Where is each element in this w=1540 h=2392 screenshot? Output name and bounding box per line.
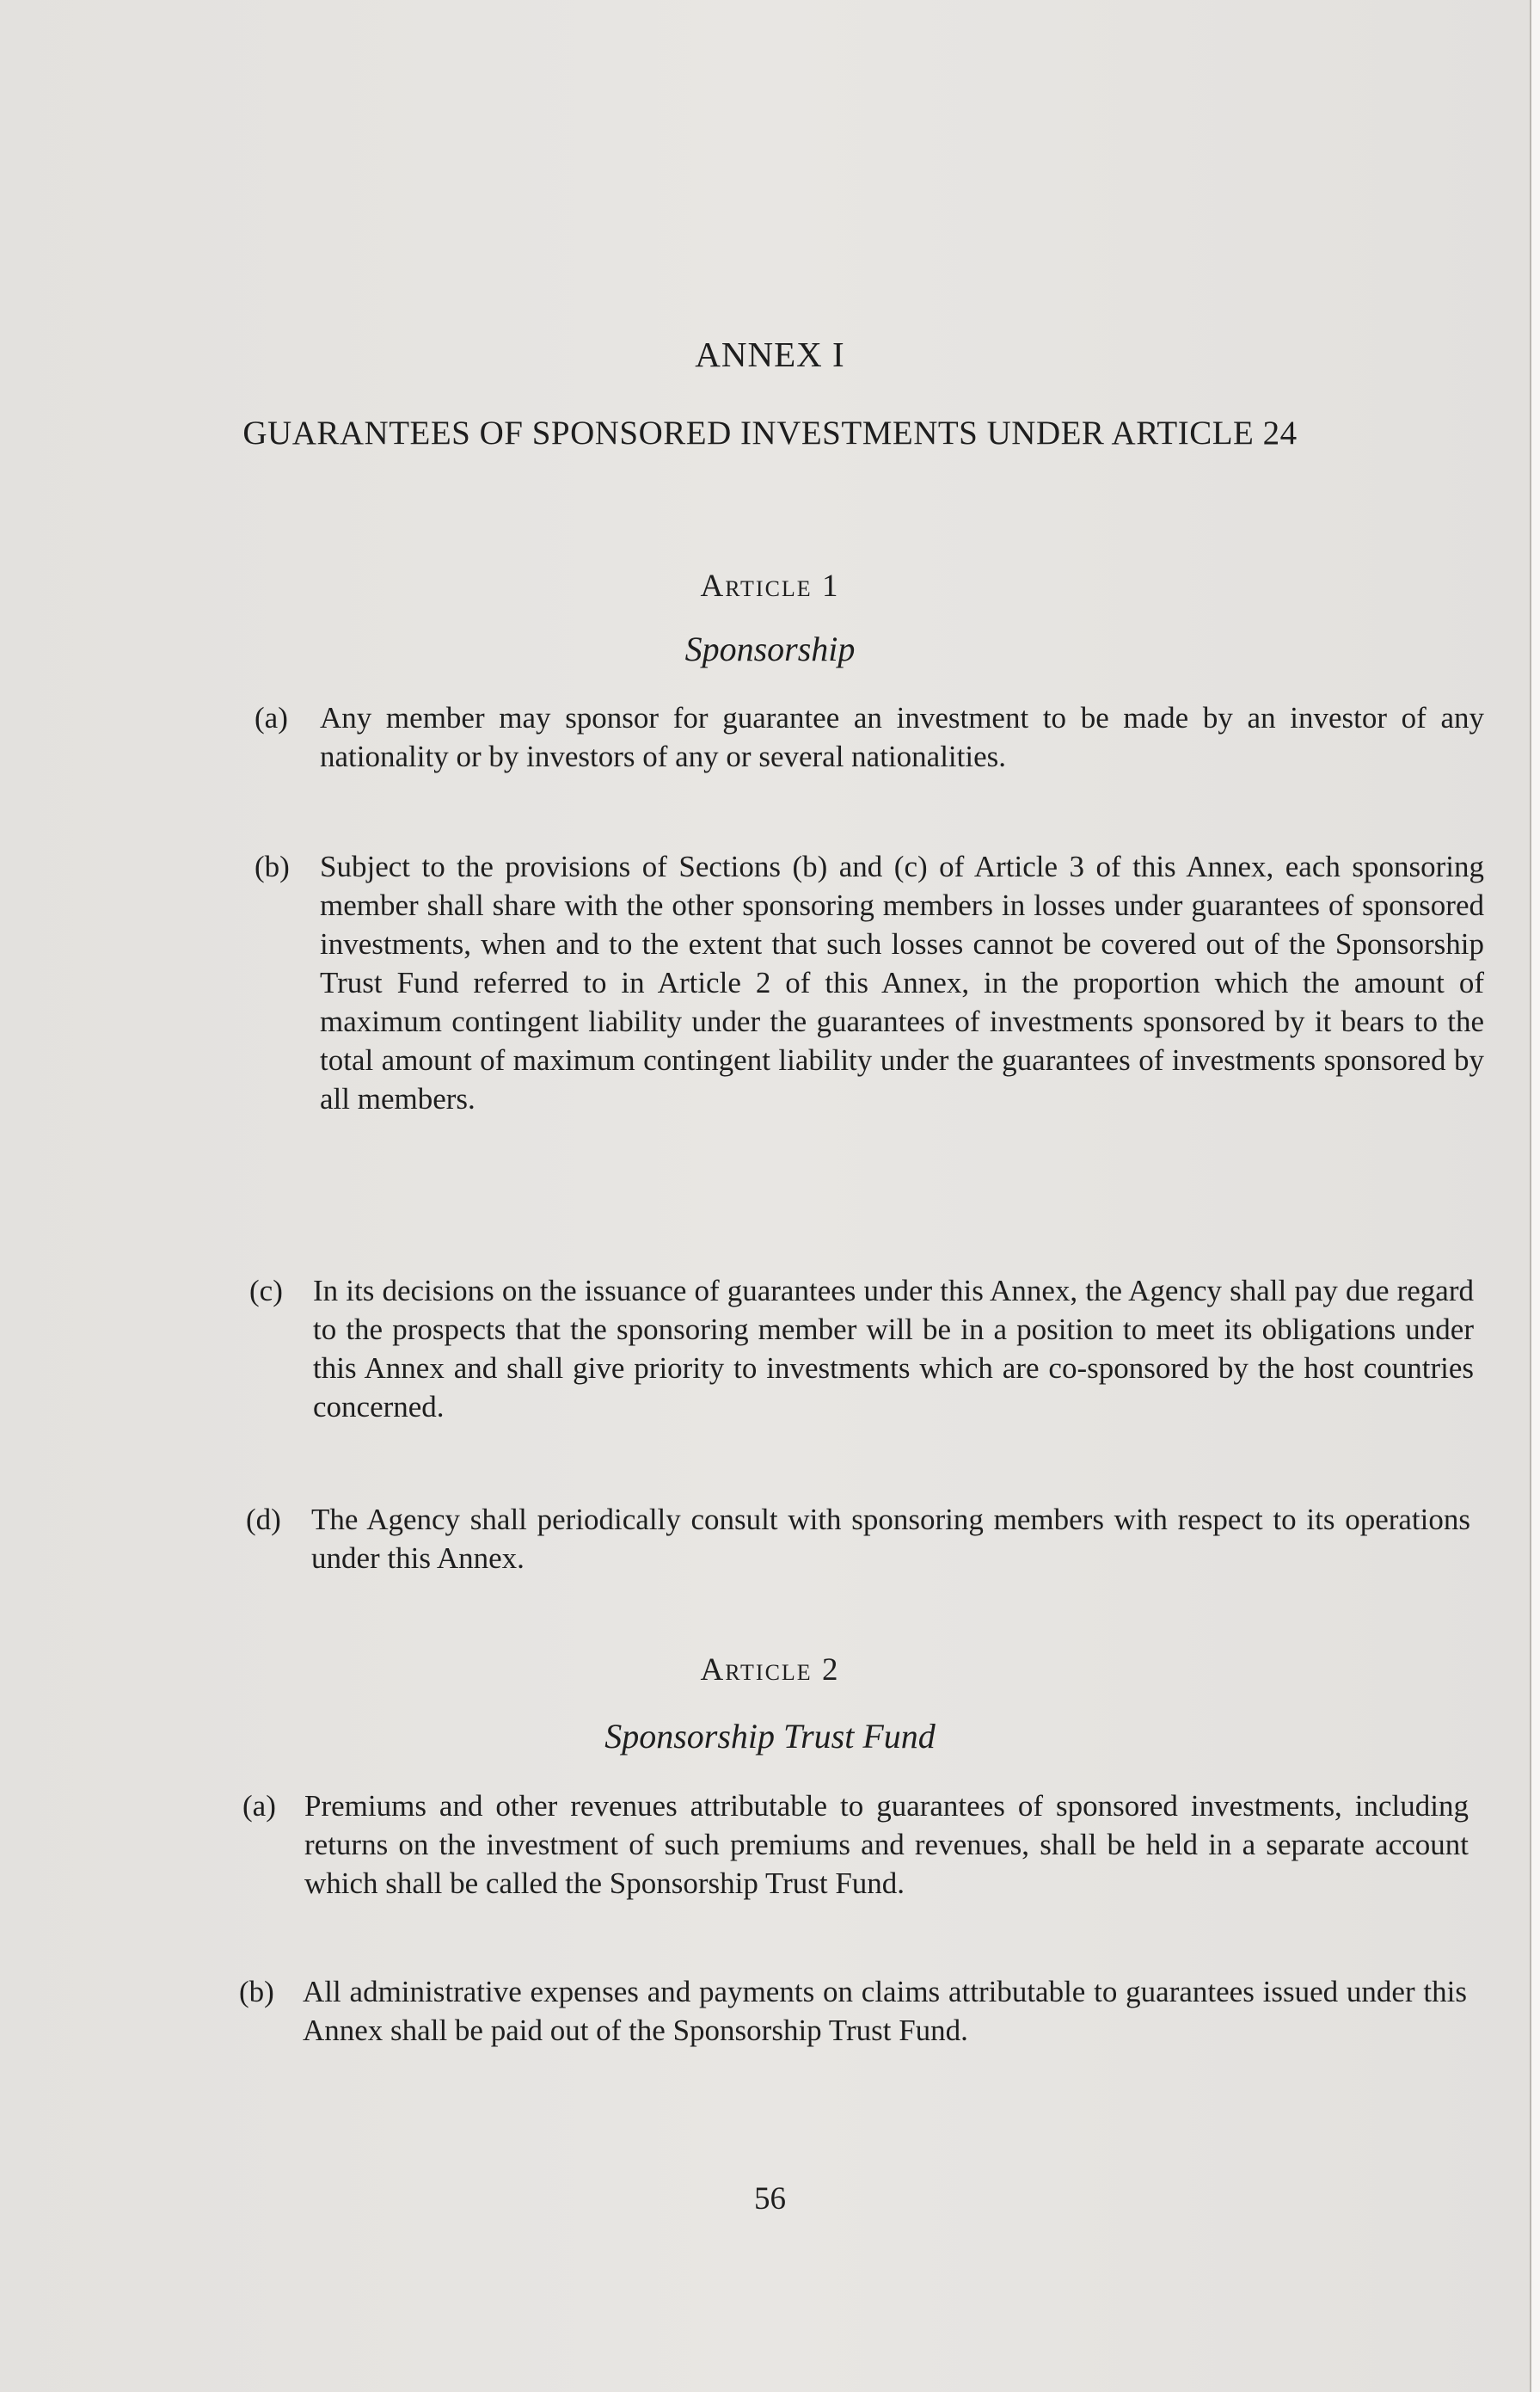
article-2-heading: Article 2: [700, 1652, 840, 1688]
clause-label: (d): [246, 1503, 281, 1536]
article-1-clause-c: [249, 1271, 1474, 1426]
clause-text: In its decisions on the issuance of guarantees under this Annex, the Agency shall pay due regard to the prospects that the sponsoring member will be in a position to meet its obligations under this Annex and shall give priority to investments which are co-sponsored by the host countries concerned.: [313, 1274, 1474, 1424]
article-2-clause-a: [242, 1786, 1469, 1903]
clause-text: All administrative expenses and payments on claims attributable to guarantees issued under this Annex shall be paid out of the Sponsorship Trust Fund.: [303, 1975, 1467, 2047]
clause-text: Subject to the provisions of Sections (b) and (c) of Article 3 of this Annex, each sponsoring member shall share with the other sponsoring members in losses under guarantees of sponsored investments, when and to the extent that such losses cannot be covered out of the Sponsorship Trust Fund referred to in Article 2 of this Annex, in the proportion which the amount of maximum contingent liability under the guarantees of investments sponsored by it bears to the total amount of maximum contingent liability under the guarantees of investments sponsored by all members.: [320, 850, 1484, 1116]
article-1-subheading: Sponsorship: [684, 630, 856, 668]
article-1-clause-d: [246, 1500, 1470, 1577]
page-number: 56: [754, 2181, 786, 2217]
article-1-clause-a: [255, 698, 1484, 776]
clause-text: Premiums and other revenues attributable to guarantees of sponsored investments, including returns on the investment of such premiums and revenues, shall be held in a separate account which shall be called the Sponsorship Trust Fund.: [304, 1789, 1469, 1900]
article-1-clause-b: [255, 847, 1484, 1118]
annex-title: ANNEX I: [695, 335, 845, 374]
clause-label: (a): [255, 701, 288, 735]
annex-subtitle: GUARANTEES OF SPONSORED INVESTMENTS UNDER ARTICLE 24: [242, 415, 1298, 452]
clause-label: (b): [239, 1975, 274, 2008]
article-2-subheading: Sponsorship Trust Fund: [604, 1717, 936, 1756]
clause-label: (a): [242, 1789, 276, 1823]
clause-label: (c): [249, 1274, 283, 1307]
clause-label: (b): [255, 850, 290, 883]
clause-text: Any member may sponsor for guarantee an investment to be made by an investor of any nationality or by investors of any or several nationalities.: [320, 701, 1484, 773]
article-2-clause-b: [239, 1972, 1467, 2050]
article-1-heading: Article 1: [700, 569, 840, 604]
clause-text: The Agency shall periodically consult with sponsoring members with respect to its operations under this Annex.: [311, 1503, 1470, 1575]
